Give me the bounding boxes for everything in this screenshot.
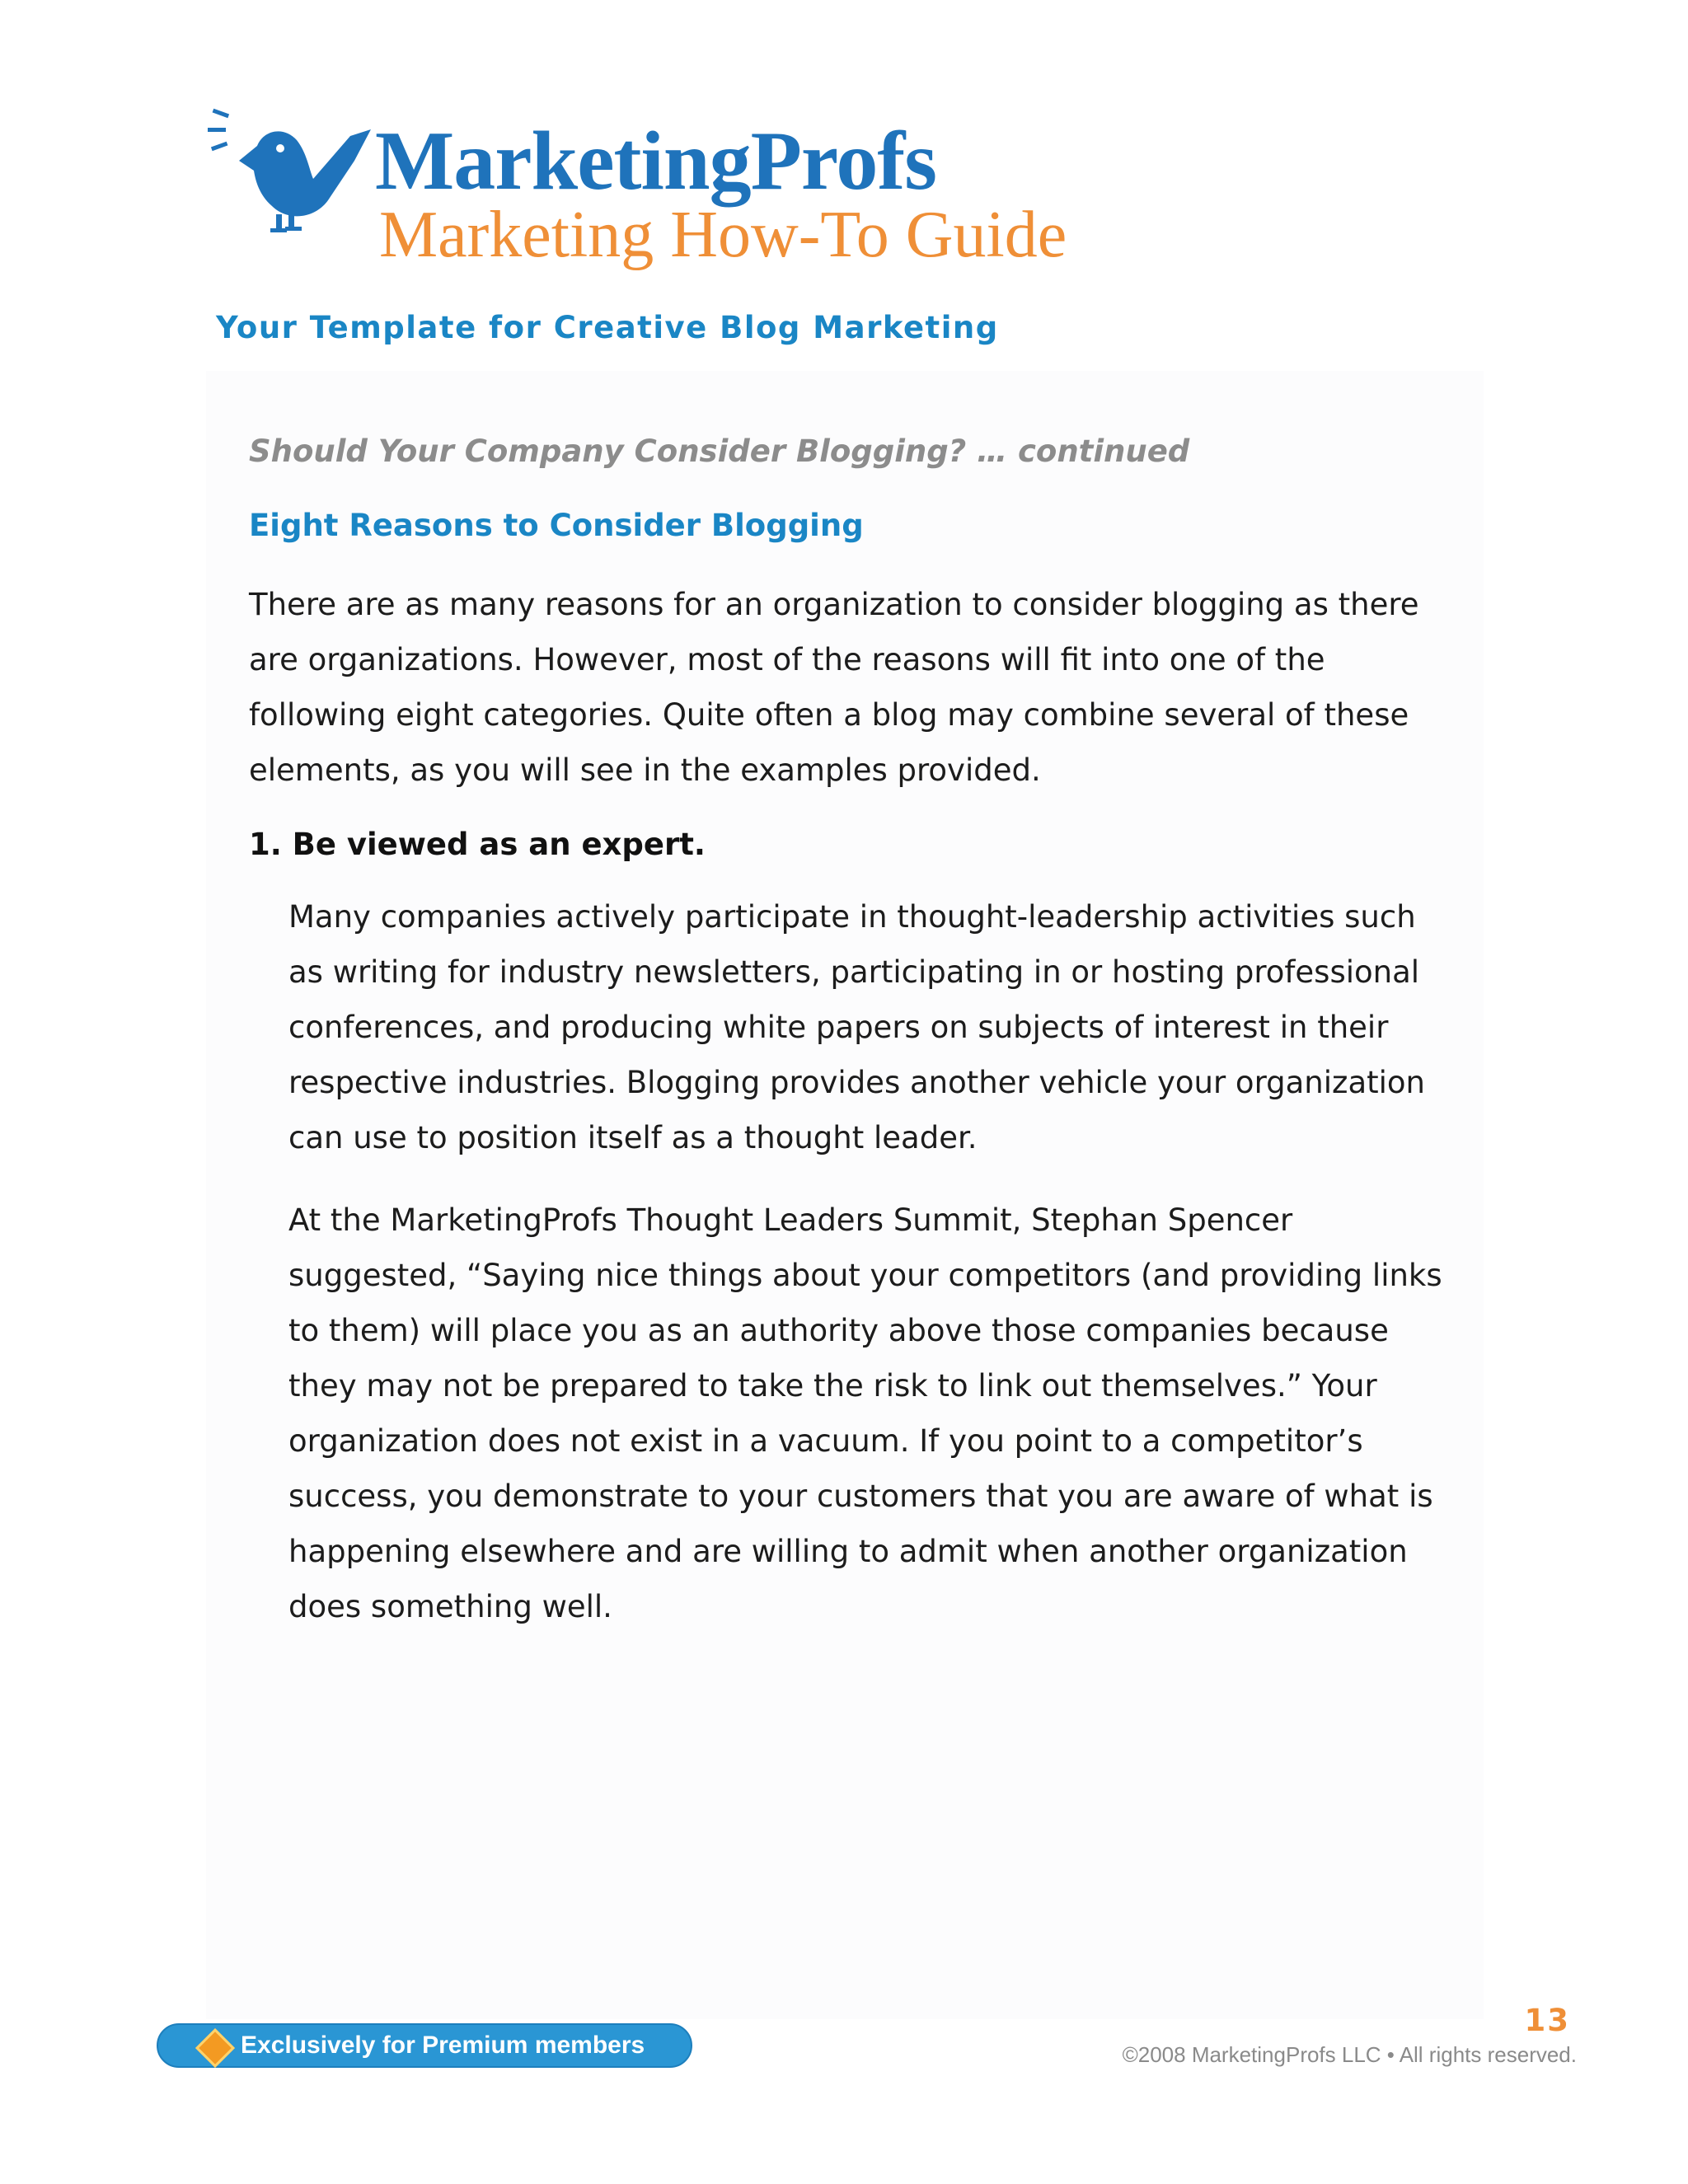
paragraph-line: are organizations. However, most of the reasons will fit into one of the xyxy=(249,642,1325,677)
paragraph-line: they may not be prepared to take the risk to link out themselves.” Your xyxy=(288,1368,1377,1404)
diamond-icon xyxy=(195,2028,235,2068)
paragraph-line: organization does not exist in a vacuum. If you point to a competitor’s xyxy=(288,1423,1363,1459)
paragraph-line: respective industries. Blogging provides another vehicle your organization xyxy=(288,1065,1425,1100)
section-heading: Eight Reasons to Consider Blogging xyxy=(249,508,864,543)
paragraph-line: conferences, and producing white papers on subjects of interest in their xyxy=(288,1010,1389,1045)
premium-members-badge xyxy=(157,2023,692,2068)
list-item-heading: 1. Be viewed as an expert. xyxy=(249,827,706,862)
bird-logo-icon xyxy=(206,103,379,235)
paragraph-line: as writing for industry newsletters, participating in or hosting professional xyxy=(288,954,1420,990)
paragraph-line: happening elsewhere and are willing to admit when another organization xyxy=(288,1534,1408,1569)
paragraph-line: suggested, “Saying nice things about your competitors (and providing links xyxy=(288,1258,1442,1293)
paragraph-line: following eight categories. Quite often a blog may combine several of these xyxy=(249,697,1409,733)
item-paragraph-2 xyxy=(288,1193,1442,1634)
paragraph-line: to them) will place you as an authority above those companies because xyxy=(288,1313,1389,1348)
copyright-notice: ©2008 MarketingProfs LLC • All rights reserved. xyxy=(1122,2042,1577,2067)
paragraph-line: success, you demonstrate to your customers that you are aware of what is xyxy=(288,1479,1433,1514)
item-paragraph-1 xyxy=(288,889,1425,1165)
guide-subtitle: Marketing How-To Guide xyxy=(379,199,1067,271)
brand-name: MarketingProfs xyxy=(375,115,936,208)
paragraph-line: At the MarketingProfs Thought Leaders Summit, Stephan Spencer xyxy=(288,1202,1293,1238)
paragraph-line: There are as many reasons for an organization to consider blogging as there xyxy=(249,587,1419,622)
premium-badge-label: Exclusively for Premium members xyxy=(241,2032,645,2059)
paragraph-line: elements, as you will see in the examples provided. xyxy=(249,752,1041,788)
paragraph-line: Many companies actively participate in thought-leadership activities such xyxy=(288,899,1416,935)
logo xyxy=(206,103,1154,284)
paragraph-line: does something well. xyxy=(288,1589,612,1624)
page-number: 13 xyxy=(1524,2003,1570,2038)
intro-paragraph xyxy=(249,577,1419,798)
paragraph-line: can use to position itself as a thought leader. xyxy=(288,1120,978,1155)
section-continued-heading: Should Your Company Consider Blogging? … continued xyxy=(249,434,1190,469)
document-title: Your Template for Creative Blog Marketing xyxy=(216,310,999,345)
